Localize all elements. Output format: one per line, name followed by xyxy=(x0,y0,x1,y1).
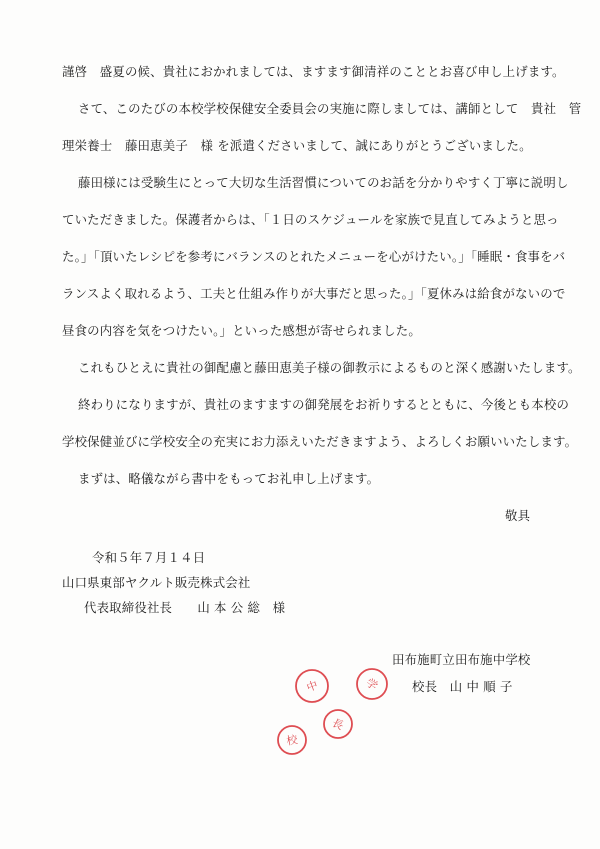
body-line-4: 藤田様には受験生にとって大切な生活習慣についてのお話を分かりやすく丁寧に説明し xyxy=(78,175,569,190)
school-seal-stamps xyxy=(268,650,416,762)
sender-person: 校長 山 中 順 子 xyxy=(412,679,513,694)
body-line-3: 理栄養士 藤田恵美子 様 を派遣くださいまして、誠にありがとうございました。 xyxy=(62,138,532,153)
seal-char-2: 長 xyxy=(330,716,346,733)
closing-keigu: 敬具 xyxy=(505,508,531,523)
body-line-5: ていただきました。保護者からは、「１日のスケジュールを家族で見直してみようと思っ xyxy=(62,212,559,227)
seal-char-3: 学 xyxy=(363,675,380,693)
body-line-12: まずは、略儀ながら書中をもってお礼申し上げます。 xyxy=(78,471,380,486)
sender-school: 田布施町立田布施中学校 xyxy=(392,652,531,667)
recipient-company: 山口県東部ヤクルト販売株式会社 xyxy=(62,575,251,590)
body-line-7: ランスよく取れるよう、工夫と仕組み作りが大事だと思った。」「夏休みは給食がないので xyxy=(62,286,566,301)
body-line-8: 昼食の内容を気をつけたい。」といった感想が寄せられました。 xyxy=(62,323,421,338)
body-line-6: た。」「頂いたレシピを参考にバランスのとれたメニューを心がけたい。」「睡眠・食事をバ xyxy=(62,249,566,264)
seal-char-4: 校 xyxy=(285,733,299,748)
date-line: 令和５年７月１４日 xyxy=(92,550,206,565)
body-line-11: 学校保健並びに学校安全の充実にお力添えいただきますよう、よろしくお願いいたします。 xyxy=(62,434,578,449)
body-line-9: これもひとえに貴社の御配慮と藤田恵美子様の御教示によるものと深く感謝いたします。 xyxy=(78,360,581,375)
recipient-person: 代表取締役社長 山 本 公 総 様 xyxy=(84,600,286,615)
body-line-2: さて、このたびの本校学校保健安全委員会の実施に際しましては、講師として 貴社 管 xyxy=(78,101,582,116)
body-line-1: 謹啓 盛夏の候、貴社におかれましては、ますます御清祥のこととお喜び申し上げます。 xyxy=(62,64,565,79)
body-line-10: 終わりになりますが、貴社のますますの御発展をお祈りするとともに、今後とも本校の xyxy=(78,397,570,412)
seal-char-1: 中 xyxy=(304,678,320,695)
